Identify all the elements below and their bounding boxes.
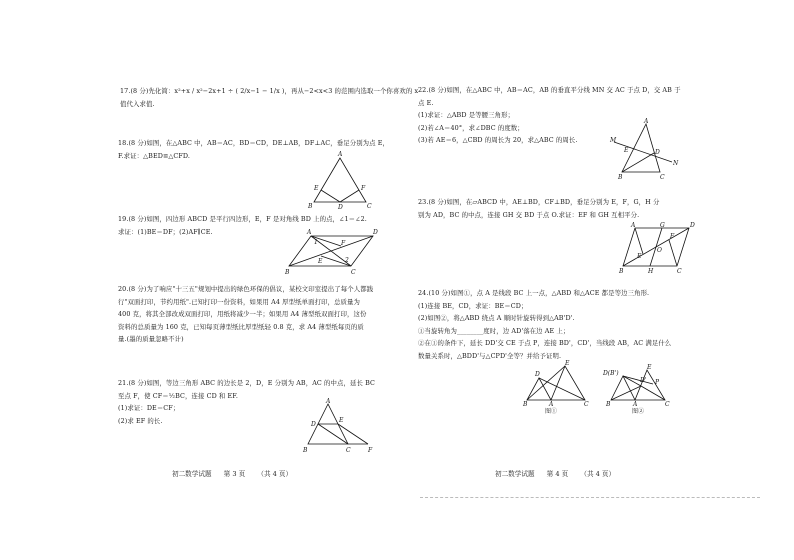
geometry-drawing [619, 222, 703, 275]
figure-vertex-label: A [549, 401, 554, 408]
figure-vertex-label: E [565, 360, 570, 367]
figure-vertex-label: B [619, 268, 624, 275]
figure-19-parallelogram [285, 228, 380, 282]
question-line: 值代入求值. [120, 99, 155, 108]
figure-24-diagram-1 [523, 360, 589, 410]
figure-vertex-label: 1 [314, 239, 318, 246]
figure-vertex-label: C [677, 268, 682, 275]
question-line: 17.(8 分)先化简：x²+x / x²−2x+1 ÷ ( 2/x−1 − 1/x )，再从−2<x<3 的范围内选取一个你喜欢的 x [120, 87, 419, 95]
figure-vertex-label: P [655, 379, 660, 386]
figure-vertex-label: M [610, 137, 617, 144]
figure-vertex-label: E [624, 147, 629, 154]
figure-vertex-label: B [618, 174, 623, 181]
question-line: 24.(10 分)如图①，点 A 是线段 BC 上一点，△ABD 和△ACE 都是等边三角形. [418, 289, 650, 297]
footer-page-number: 第 3 页 [223, 470, 246, 478]
question-line: (2)如图②，将△ABD 绕点 A 顺时针旋转得到△AB'D'. [418, 314, 575, 322]
figure-vertex-label: A [631, 222, 636, 229]
footer-page-number: 第 4 页 [546, 470, 569, 478]
figure-vertex-label: E [637, 253, 642, 260]
figure-vertex-label: F [670, 233, 675, 240]
figure-22-triangle [610, 120, 680, 184]
figure-vertex-label: D' [640, 377, 647, 384]
question-line: 别为 AD，BC 的中点，连接 GH 交 BD 于点 O.求证：EF 和 GH 互相平分. [418, 210, 640, 219]
figure-vertex-label: A [338, 151, 343, 158]
figure-vertex-label: C [346, 447, 351, 454]
figure-vertex-label: D [655, 149, 660, 156]
figure-21-triangle [298, 398, 378, 458]
question-23 [418, 196, 659, 221]
figure-vertex-label: C [367, 203, 372, 210]
question-line: (2)若∠A＝40°，求∠DBC 的度数； [418, 123, 524, 132]
question-line: 22.(8 分)如图，在△ABC 中，AB＝AC，AB 的垂直平分线 MN 交 AC 于点 D，交 AB 于 [418, 86, 681, 94]
question-line: (3)若 AE＝6，△CBD 的周长为 20，求△ABC 的周长. [418, 136, 578, 144]
figure-vertex-label: C [351, 269, 356, 276]
figure-vertex-label: A [644, 118, 649, 125]
figure-vertex-label: B [523, 401, 528, 408]
question-line: 数量关系时，△BDD'与△CPD'全等？并给予证明. [418, 351, 562, 360]
question-line: 行"双面打印，节约用纸".已知打印一份资料，如果用 A4 厚型纸单面打印，总质量为 [118, 297, 361, 306]
right-page-footer [495, 468, 625, 478]
figure-18-triangle [300, 150, 380, 214]
footer-total-pages: （共 4 页） [580, 470, 616, 478]
question-line: 18.(8 分)如图，在△ABC 中，AB＝AC，BD＝CD，DE⊥AB，DF⊥AC，垂足分别为点 E， [118, 139, 390, 147]
footer-total-pages: （共 4 页） [257, 470, 293, 478]
question-20 [118, 283, 373, 346]
figure-24-caption-2: 图② [632, 408, 645, 415]
figure-vertex-label: 2 [345, 257, 349, 264]
footer-subject: 初二数学试题 [495, 470, 535, 478]
figure-vertex-label: E [314, 185, 319, 192]
question-line: 19.(8 分)如图，四边形 ABCD 是平行四边形，E，F 是对角线 BD 上的点，∠1＝∠2. [118, 215, 367, 223]
question-line: 至点 F，使 CF＝½BC，连接 CD 和 EF. [118, 391, 238, 400]
question-line: (1)求证：DE＝CF； [118, 404, 180, 412]
question-line: (1)求证：△ABD 是等腰三角形； [418, 111, 515, 119]
figure-vertex-label: F [341, 240, 346, 247]
figure-vertex-label: D [373, 229, 378, 236]
figure-vertex-label: D [535, 371, 540, 378]
figure-vertex-label: D [690, 222, 695, 229]
figure-vertex-label: O [657, 247, 662, 254]
figure-vertex-label: B [606, 401, 611, 408]
figure-vertex-label: E [647, 364, 652, 371]
geometry-drawing [610, 120, 680, 180]
question-line: 20.(8 分)为了响应"十三五"规划中提出的绿色环保的倡议，某校文印室提出了每个人都践 [118, 285, 374, 293]
footer-subject: 初二数学试题 [172, 470, 212, 478]
figure-24-diagram-2 [603, 360, 673, 410]
left-page-footer [172, 468, 302, 478]
question-line: 量.(墨的质量忽略不计) [118, 335, 184, 343]
figure-vertex-label: E [339, 417, 344, 424]
question-line: 400 克，将其全部改成双面打印，用纸将减少一半；如果用 A4 薄型纸双面打印，这份 [118, 310, 367, 318]
page-bottom-rule [420, 497, 760, 498]
question-line: ①当旋转角为________度时，边 AD'落在边 AE 上； [418, 326, 570, 335]
figure-vertex-label: D [311, 421, 316, 428]
figure-vertex-label: A [326, 398, 331, 405]
geometry-drawing [523, 360, 589, 406]
figure-vertex-label: B [285, 269, 290, 276]
question-line: 点 E. [418, 98, 434, 107]
question-line: 23.(8 分)如图，在▱ABCD 中，AE⊥BD，CF⊥BD，垂足分别为 E，F，G，H 分 [418, 198, 660, 206]
figure-vertex-label: B [308, 203, 313, 210]
figure-vertex-label: N [673, 160, 679, 167]
figure-23-parallelogram [619, 222, 703, 278]
question-line: 求证：(1)BE＝DF；(2)AF∥CE. [118, 227, 213, 236]
figure-vertex-label: C [665, 401, 670, 408]
question-line: (1)连接 BE，CD，求证：BE＝CD； [418, 301, 528, 310]
geometry-drawing [285, 228, 380, 278]
question-24 [418, 287, 671, 362]
figure-vertex-label: C [660, 174, 665, 181]
geometry-drawing [298, 398, 378, 454]
figure-24-caption-1: 图① [545, 408, 558, 415]
geometry-drawing [300, 150, 380, 210]
figure-vertex-label: F [368, 447, 373, 454]
figure-vertex-label: D [338, 204, 343, 211]
figure-vertex-label: A [633, 401, 638, 408]
question-17 [120, 85, 418, 110]
question-line: 21.(8 分)如图，等边三角形 ABC 的边长是 2，D，E 分别为 AB，AC 的中点，延长 BC [118, 379, 376, 387]
figure-vertex-label: C [584, 401, 589, 408]
figure-vertex-label: G [660, 222, 665, 229]
figure-vertex-label: D(B') [603, 370, 619, 377]
figure-vertex-label: F [361, 185, 366, 192]
question-line: F.求证：△BED≌△CFD. [118, 151, 191, 160]
figure-vertex-label: A [307, 229, 312, 236]
question-line: (2)求 EF 的长. [118, 416, 163, 425]
figure-vertex-label: H [648, 268, 654, 275]
figure-vertex-label: E [318, 258, 323, 265]
geometry-drawing [603, 360, 673, 406]
right-page [397, 0, 794, 560]
question-line: ②在①的条件下，延长 DD'交 CE 于点 P，连接 BD'，CD'，当线段 AB，AC 满足什么 [418, 339, 672, 347]
question-line: 资料的总质量为 160 克，已知每页薄型纸比厚型纸轻 0.8 克，求 A4 薄型纸每页的质 [118, 322, 364, 331]
figure-vertex-label: B [303, 447, 308, 454]
